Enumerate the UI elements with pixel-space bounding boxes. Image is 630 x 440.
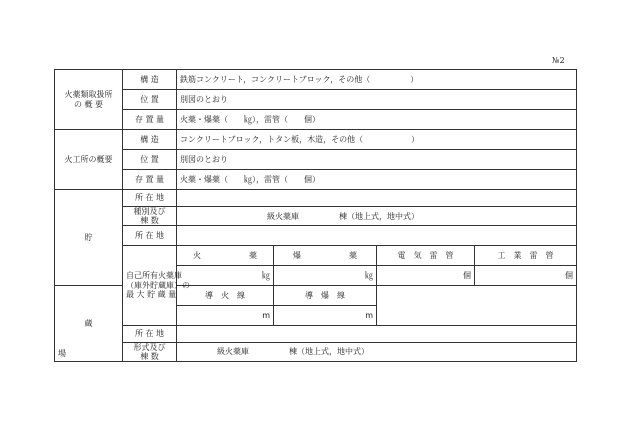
- max-storage-label-1: 自己所有火薬庫: [126, 271, 182, 281]
- lower-type-label: [123, 342, 177, 361]
- industrial-detonator-field[interactable]: [475, 265, 577, 285]
- col-det-cord: 導 爆 線: [274, 285, 377, 305]
- own-location-label: 所 在 地: [123, 190, 177, 207]
- workshop-amount-label: 存 置 量: [123, 170, 177, 190]
- page-number: №2: [552, 56, 565, 65]
- lower-type-label-2: 棟 数: [140, 351, 159, 361]
- storage-side-char-bottom: 場: [58, 349, 66, 358]
- lower-type-label-1: 形式及び: [133, 342, 166, 352]
- unit-pcs-2: 個: [565, 270, 573, 280]
- storage-side-char-top: 貯: [84, 232, 93, 242]
- lower-type-value[interactable]: 級火薬庫 棟（地上式，地中式）: [177, 342, 577, 361]
- magazine-heading-line2: の 概 要: [73, 99, 104, 109]
- workshop-amount-value[interactable]: 火薬・爆薬（ ㎏），雷管（ 個）: [177, 170, 577, 190]
- outside-location-label: 所 在 地: [123, 226, 177, 245]
- own-type-label-1: 種別及び: [133, 207, 166, 216]
- magazine-amount-value[interactable]: 火薬・爆薬（ ㎏），雷管（ 個）: [177, 110, 577, 130]
- own-location-value[interactable]: [177, 190, 577, 207]
- det-cord-m-field[interactable]: [274, 305, 377, 325]
- unit-pcs-1: 個: [463, 270, 471, 280]
- own-type-label-2: 棟 数: [140, 216, 159, 226]
- storage-side-top: [55, 190, 123, 286]
- workshop-structure-label: 構 造: [123, 130, 177, 150]
- workshop-location-value[interactable]: 別図のとおり: [177, 150, 577, 170]
- unit-kg-1: ㎏: [262, 270, 270, 280]
- explosive-powder-kg-field[interactable]: [177, 265, 274, 285]
- col-industrial-detonator: 工 業 雷 管: [475, 245, 577, 265]
- outside-location-value[interactable]: [177, 226, 577, 245]
- magazine-structure-value[interactable]: 鉄筋コンクリート，コンクリートブロック，その他（ ）: [177, 70, 577, 90]
- fuse-m-field[interactable]: [177, 305, 274, 325]
- magazine-structure-label: 構 造: [123, 70, 177, 90]
- lower-location-value[interactable]: [177, 325, 577, 342]
- max-storage-label-2: （庫外貯蔵庫）の: [126, 280, 190, 290]
- col-fuse: 導 火 線: [177, 285, 274, 305]
- magazine-amount-label: 存 置 量: [123, 110, 177, 130]
- max-storage-label: [123, 245, 190, 325]
- workshop-structure-value[interactable]: コンクリートブロック，トタン板，木造，その他（ ）: [177, 130, 577, 150]
- electric-detonator-field[interactable]: [377, 265, 475, 285]
- unit-m-2: m: [365, 310, 373, 320]
- workshop-heading: 火工所の概要: [55, 130, 123, 190]
- storage-side-char-mid: 蔵: [84, 318, 93, 328]
- magazine-location-label: 位 置: [123, 90, 177, 110]
- workshop-location-label: 位 置: [123, 150, 177, 170]
- explosive-kg-field[interactable]: [274, 265, 377, 285]
- unit-kg-2: ㎏: [365, 270, 373, 280]
- lower-location-label: 所 在 地: [123, 325, 177, 342]
- col-electric-detonator: 電 気 雷 管: [377, 245, 475, 265]
- col-explosive-powder: 火 薬: [177, 245, 274, 265]
- explosives-form-table: [54, 69, 577, 362]
- max-storage-blank: [377, 285, 577, 325]
- magazine-location-value[interactable]: 別図のとおり: [177, 90, 577, 110]
- magazine-heading: [55, 70, 123, 130]
- max-storage-label-3: 最 大 貯 蔵 量: [126, 289, 177, 299]
- own-type-label: [123, 207, 177, 226]
- unit-m-1: m: [262, 310, 270, 320]
- magazine-heading-line1: 火薬類取扱所: [64, 89, 113, 99]
- own-type-value[interactable]: 級火薬庫 棟（地上式，地中式）: [177, 207, 577, 226]
- col-explosive: 爆 薬: [274, 245, 377, 265]
